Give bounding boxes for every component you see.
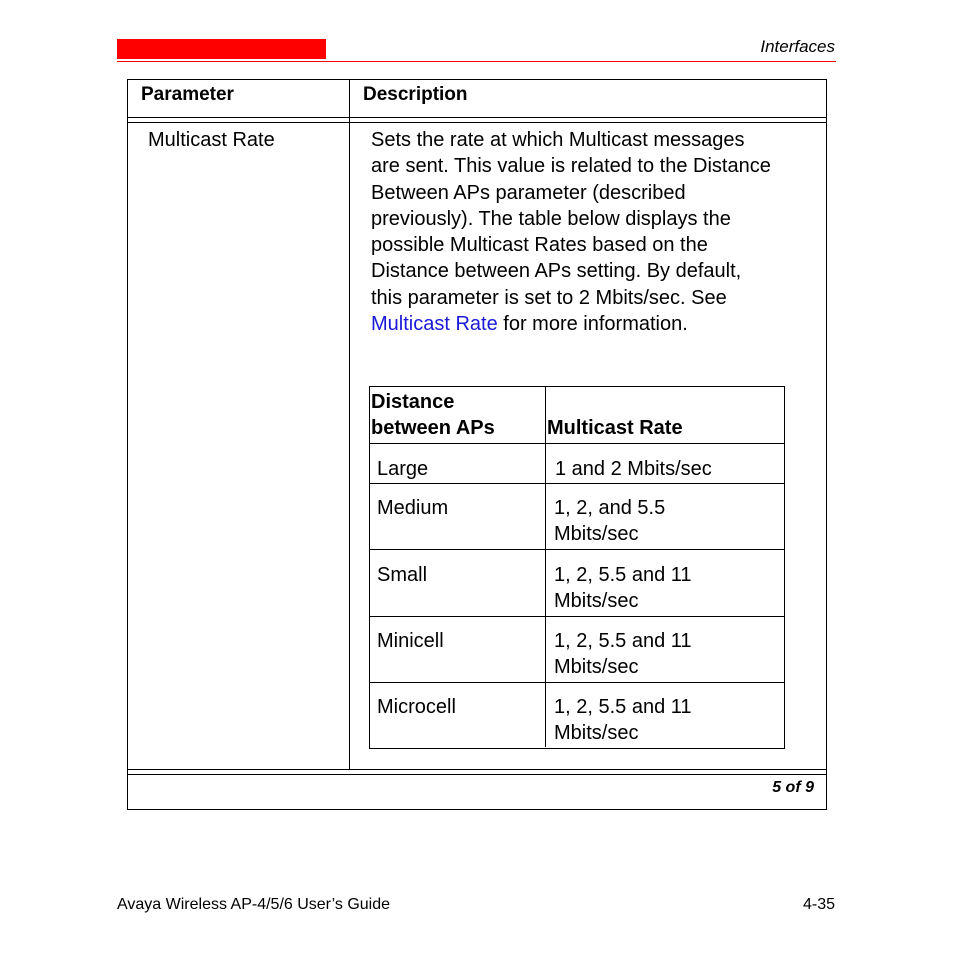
description-line: Between APs parameter (described — [371, 181, 686, 204]
rate-line: Mbits/sec — [554, 722, 639, 744]
table-page-indicator: 5 of 9 — [772, 779, 814, 796]
rates-row-rate — [554, 495, 665, 547]
description-line: are sent. This value is related to the Distance — [371, 155, 771, 178]
multicast-rate-link[interactable]: Multicast Rate — [371, 313, 498, 336]
link-suffix: for more information. — [497, 313, 688, 336]
description-line: possible Multicast Rates based on the — [371, 234, 708, 257]
rates-header-distance-line: Distance — [371, 391, 455, 413]
rate-line: Mbits/sec — [554, 656, 639, 678]
footer-page-number: 4-35 — [802, 896, 835, 913]
rates-row-distance: Large — [377, 458, 429, 480]
column-divider — [349, 80, 350, 770]
rate-line: Mbits/sec — [554, 590, 639, 612]
rates-row-distance: Small — [377, 564, 428, 586]
column-header-parameter: Parameter — [141, 84, 234, 105]
rate-line: 1, 2, 5.5 and 11 — [554, 564, 692, 586]
header-rule-top — [128, 117, 826, 118]
rates-row-divider — [370, 682, 784, 683]
description-line: Sets the rate at which Multicast messages — [371, 129, 745, 151]
rates-row-distance: Minicell — [377, 630, 444, 652]
rates-row-divider — [370, 483, 784, 484]
rates-header-distance-line: between APs — [371, 417, 495, 439]
description-line: this parameter is set to 2 Mbits/sec. See — [371, 286, 727, 309]
rates-row-divider — [370, 616, 784, 617]
rate-line: 1, 2, 5.5 and 11 — [554, 630, 692, 652]
section-title: Interfaces — [760, 37, 835, 56]
rates-row-rate — [555, 456, 712, 482]
footer-guide-title: Avaya Wireless AP-4/5/6 User’s Guide — [117, 896, 391, 913]
rates-column-divider — [545, 387, 546, 747]
rates-row-distance: Microcell — [377, 696, 456, 718]
rates-header-distance — [371, 389, 495, 441]
parameter-description — [371, 127, 821, 337]
header-accent-bar — [117, 39, 326, 59]
description-line-with-link — [371, 311, 821, 337]
header-rule — [117, 61, 836, 62]
rates-row-rate — [554, 562, 692, 614]
rates-row-divider — [370, 549, 784, 550]
rate-line: 1, 2, 5.5 and 11 — [554, 696, 692, 718]
description-line: Distance between APs setting. By default, — [371, 260, 742, 283]
footer-rule-bottom — [128, 774, 826, 775]
column-header-description: Description — [363, 84, 468, 105]
rate-line: 1 and 2 Mbits/sec — [555, 458, 712, 480]
header-rule-bottom — [128, 122, 826, 123]
rate-line: 1, 2, and 5.5 — [554, 497, 666, 519]
rates-row-rate — [554, 694, 692, 746]
footer-rule-top — [128, 769, 826, 770]
parameter-name: Multicast Rate — [148, 129, 275, 151]
rates-row-rate — [554, 628, 692, 680]
description-line: previously). The table below displays the — [371, 207, 731, 230]
rates-header-rate: Multicast Rate — [547, 417, 683, 439]
rates-row-distance: Medium — [377, 497, 449, 519]
rates-row-divider — [370, 443, 784, 444]
rate-line: Mbits/sec — [554, 523, 639, 545]
